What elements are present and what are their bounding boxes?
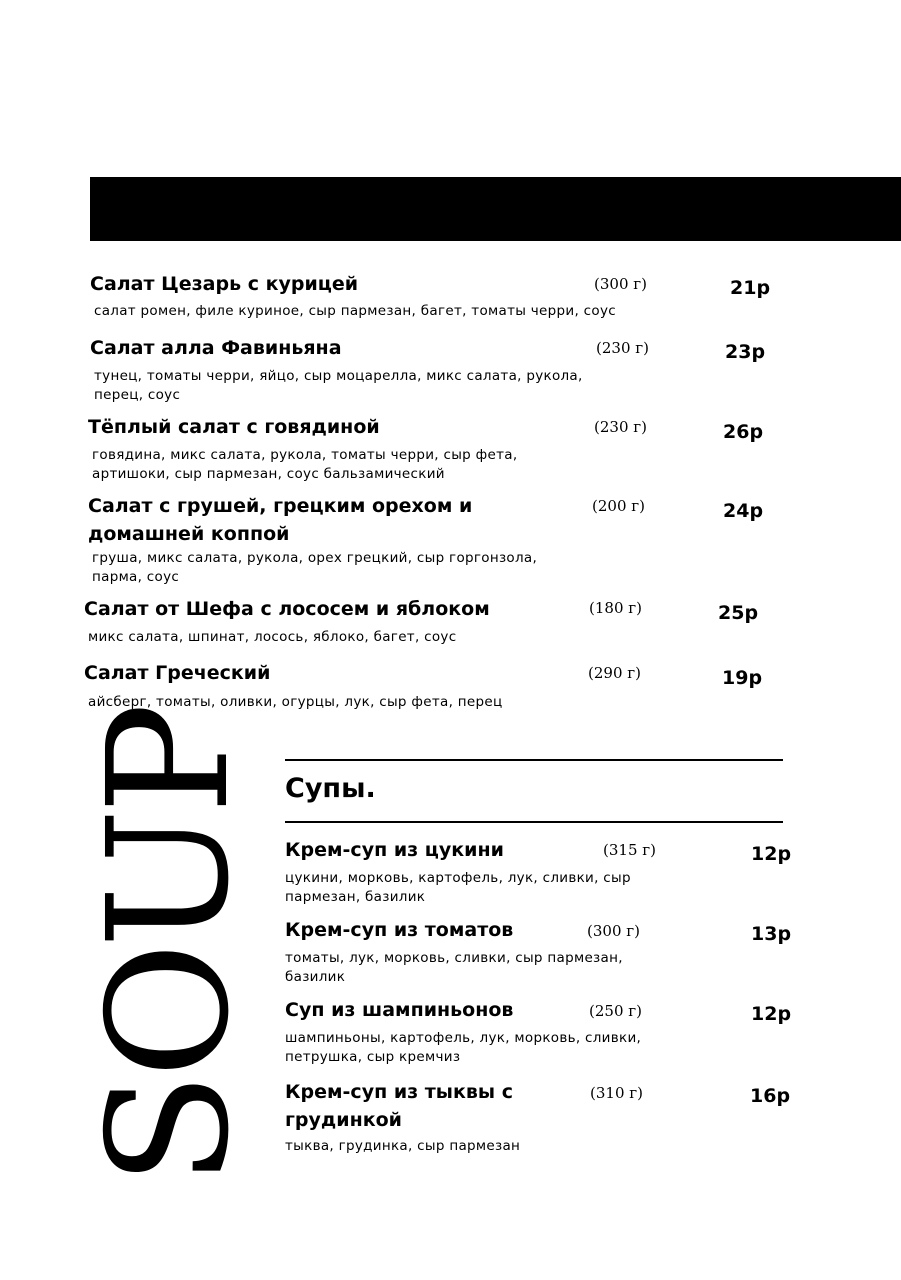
soup-name: Крем-суп из томатов	[285, 919, 514, 941]
soup-vertical-word: SOUP	[73, 708, 266, 1186]
soup-price: 12р	[751, 1003, 792, 1025]
header-band	[90, 177, 901, 241]
soup-description: цукини, морковь, картофель, лук, сливки, сыр пармезан, базилик	[285, 870, 631, 905]
soup-price: 16р	[750, 1085, 791, 1107]
salad-name: Салат от Шефа с лососем и яблоком	[84, 598, 490, 620]
salad-weight: (200 г)	[592, 497, 645, 515]
salad-name: Салат Цезарь с курицей	[90, 273, 359, 295]
salad-description: тунец, томаты черри, яйцо, сыр моцарелла, микс салата, рукола, перец, соус	[94, 368, 583, 403]
salad-description: айсберг, томаты, оливки, огурцы, лук, сыр фета, перец	[88, 694, 503, 710]
salad-price: 19р	[722, 667, 763, 689]
salad-weight: (180 г)	[589, 599, 642, 617]
salad-name: Салат алла Фавиньяна	[90, 337, 342, 359]
soup-description: шампиньоны, картофель, лук, морковь, сливки, петрушка, сыр кремчиз	[285, 1030, 642, 1065]
salad-name: Салат с грушей, грецким орехом и домашней коппой	[88, 495, 473, 545]
salad-description: груша, микс салата, рукола, орех грецкий, сыр горгонзола, парма, соус	[92, 550, 538, 585]
salad-price: 24р	[723, 500, 764, 522]
soup-price: 12р	[751, 843, 792, 865]
salad-description: говядина, микс салата, рукола, томаты черри, сыр фета, артишоки, сыр пармезан, соус бальзамический	[92, 447, 518, 482]
salad-name: Салат Греческий	[84, 662, 271, 684]
salad-weight: (290 г)	[588, 664, 641, 682]
salad-weight: (230 г)	[596, 339, 649, 357]
salad-description: микс салата, шпинат, лосось, яблоко, багет, соус	[88, 629, 457, 645]
soup-weight: (250 г)	[589, 1002, 642, 1020]
salad-description: салат ромен, филе куриное, сыр пармезан, багет, томаты черри, соус	[94, 303, 616, 319]
salad-price: 26р	[723, 421, 764, 443]
soup-weight: (300 г)	[587, 922, 640, 940]
soup-name: Суп из шампиньонов	[285, 999, 514, 1021]
soup-weight: (315 г)	[603, 841, 656, 859]
soup-name: Крем-суп из цукини	[285, 839, 504, 861]
salad-price: 25р	[718, 602, 759, 624]
salad-price: 23р	[725, 341, 766, 363]
soup-name: Крем-суп из тыквы с грудинкой	[285, 1081, 513, 1131]
salad-price: 21р	[730, 277, 771, 299]
section-divider-bottom	[285, 821, 783, 823]
soup-weight: (310 г)	[590, 1084, 643, 1102]
soup-description: тыква, грудинка, сыр пармезан	[285, 1138, 521, 1154]
salad-weight: (300 г)	[594, 275, 647, 293]
soup-section-title: Супы.	[285, 773, 376, 804]
section-divider-top	[285, 759, 783, 761]
salad-name: Тёплый салат с говядиной	[88, 416, 380, 438]
soup-description: томаты, лук, морковь, сливки, сыр пармезан, базилик	[285, 950, 623, 985]
salad-weight: (230 г)	[594, 418, 647, 436]
soup-price: 13р	[751, 923, 792, 945]
